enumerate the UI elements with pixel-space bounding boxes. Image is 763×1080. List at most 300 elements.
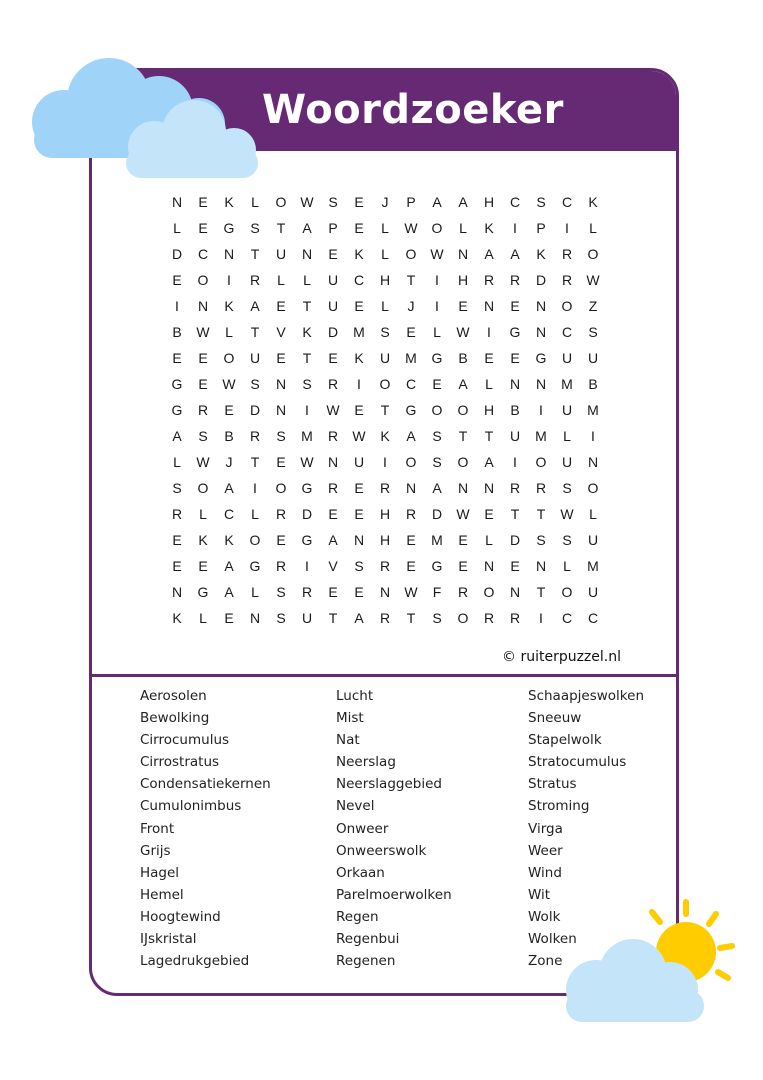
grid-cell: I: [175, 298, 179, 314]
grid-cell: H: [457, 272, 469, 288]
grid-cell: S: [588, 324, 598, 340]
grid-cell: L: [251, 506, 259, 522]
grid-cell: R: [483, 610, 495, 626]
grid-cell: S: [276, 584, 286, 600]
grid-cell: L: [303, 272, 311, 288]
grid-cell: M: [301, 428, 313, 444]
grid-cell: K: [224, 194, 234, 210]
grid-cell: O: [197, 480, 209, 496]
grid-cell: G: [535, 350, 547, 366]
grid-cell: T: [302, 298, 312, 314]
grid-cell: M: [535, 428, 547, 444]
word-list-item: Wit: [528, 886, 551, 903]
grid-cell: A: [302, 220, 312, 236]
grid-cell: W: [404, 220, 418, 236]
grid-cell: L: [589, 506, 597, 522]
word-list-item: Lucht: [336, 688, 374, 704]
grid-cell: I: [539, 402, 543, 418]
word-column-1: [140, 685, 336, 972]
word-list-item: Onweerswolk: [336, 842, 427, 859]
grid-cell: O: [431, 402, 443, 418]
grid-cell: O: [405, 246, 417, 262]
grid-cell: T: [276, 220, 286, 236]
grid-cell: N: [301, 246, 313, 262]
word-list-item: Zone: [528, 953, 563, 970]
grid-cell: A: [432, 194, 442, 210]
grid-cell: E: [198, 350, 208, 366]
grid-cell: N: [379, 584, 391, 600]
grid-cell: J: [225, 454, 233, 470]
grid-cell: V: [328, 558, 338, 574]
grid-cell: S: [536, 532, 546, 548]
word-list-item: Cumulonimbus: [140, 798, 242, 815]
grid-cell: U: [353, 454, 365, 470]
word-list-item: Wolken: [528, 931, 577, 948]
grid-cell: L: [589, 220, 597, 236]
grid-cell: I: [357, 376, 361, 392]
grid-cell: L: [563, 428, 571, 444]
grid-cell: U: [249, 350, 261, 366]
grid-cell: E: [354, 480, 364, 496]
grid-cell: A: [510, 246, 520, 262]
grid-cell: R: [379, 558, 391, 574]
grid-cell: U: [587, 584, 599, 600]
grid-cell: T: [302, 350, 312, 366]
grid-cell: E: [354, 506, 364, 522]
grid-cell: I: [591, 428, 595, 444]
grid-cell: R: [535, 480, 547, 496]
grid-cell: O: [223, 350, 235, 366]
grid-cell: F: [432, 584, 442, 600]
grid-cell: K: [302, 324, 312, 340]
grid-cell: C: [405, 376, 417, 392]
grid-cell: D: [535, 272, 547, 288]
credit-text: © ruiterpuzzel.nl: [502, 649, 621, 665]
grid-cell: E: [276, 532, 286, 548]
grid-cell: V: [276, 324, 286, 340]
grid-cell: E: [172, 350, 182, 366]
grid-cell: W: [352, 428, 366, 444]
word-list-item: Cirrostratus: [140, 754, 220, 771]
grid-cell: R: [301, 584, 313, 600]
grid-cell: E: [276, 350, 286, 366]
grid-cell: O: [561, 298, 573, 314]
grid-cell: P: [406, 194, 416, 210]
grid-cell: E: [510, 350, 520, 366]
grid-cell: O: [457, 402, 469, 418]
grid-cell: C: [223, 506, 235, 522]
grid-cell: E: [224, 402, 234, 418]
grid-cell: L: [485, 532, 493, 548]
grid-cell: O: [249, 532, 261, 548]
grid-cell: N: [535, 324, 547, 340]
grid-cell: I: [305, 402, 309, 418]
grid-cell: M: [587, 558, 599, 574]
grid-cell: O: [405, 454, 417, 470]
grid-cell: O: [561, 584, 573, 600]
word-list-item: Hagel: [140, 864, 180, 881]
word-list-item: Wolk: [528, 908, 561, 925]
grid-cell: W: [456, 506, 470, 522]
grid-cell: A: [484, 454, 494, 470]
word-list-item: Stroming: [528, 798, 590, 815]
grid-cell: E: [354, 584, 364, 600]
word-list-item: Virga: [528, 820, 563, 837]
grid-cell: W: [586, 272, 600, 288]
word-list-item: Mist: [336, 710, 364, 727]
grid-cell: K: [198, 532, 208, 548]
grid-cell: U: [275, 246, 287, 262]
word-list-item: Weer: [528, 842, 563, 859]
grid-cell: H: [379, 272, 391, 288]
grid-cell: L: [173, 454, 181, 470]
grid-cell: G: [405, 402, 417, 418]
grid-cell: W: [404, 584, 418, 600]
grid-cell: N: [483, 298, 495, 314]
grid-cell: W: [456, 324, 470, 340]
grid-cell: L: [199, 506, 207, 522]
grid-cell: I: [227, 272, 231, 288]
grid-cell: B: [588, 376, 598, 392]
grid-cell: G: [509, 324, 521, 340]
grid-cell: H: [379, 532, 391, 548]
grid-cell: G: [197, 584, 209, 600]
grid-cell: C: [587, 610, 599, 626]
grid-cell: H: [379, 506, 391, 522]
grid-cell: R: [509, 610, 521, 626]
grid-cell: R: [249, 272, 261, 288]
grid-cell: S: [328, 194, 338, 210]
grid-cell: J: [407, 298, 415, 314]
grid-cell: R: [561, 272, 573, 288]
grid-cell: D: [301, 506, 313, 522]
grid-cell: A: [224, 584, 234, 600]
grid-cell: R: [327, 428, 339, 444]
grid-cell: L: [459, 220, 467, 236]
word-list-item: Grijs: [140, 842, 171, 859]
grid-cell: E: [432, 376, 442, 392]
grid-cell: S: [562, 480, 572, 496]
grid-cell: W: [326, 402, 340, 418]
grid-cell: A: [328, 532, 338, 548]
grid-cell: R: [327, 480, 339, 496]
word-list-item: Front: [140, 820, 175, 837]
grid-cell: W: [430, 246, 444, 262]
grid-cell: G: [171, 376, 183, 392]
grid-cell: N: [405, 480, 417, 496]
grid-cell: S: [432, 454, 442, 470]
grid-cell: T: [458, 428, 468, 444]
grid-cell: L: [485, 376, 493, 392]
grid-cell: R: [249, 428, 261, 444]
grid-cell: D: [327, 324, 339, 340]
grid-cell: E: [458, 558, 468, 574]
grid-cell: S: [302, 376, 312, 392]
grid-cell: T: [536, 506, 546, 522]
grid-cell: E: [328, 350, 338, 366]
grid-cell: R: [171, 506, 183, 522]
grid-cell: R: [275, 506, 287, 522]
grid-cell: D: [249, 402, 261, 418]
grid-cell: R: [457, 584, 469, 600]
grid-cell: S: [380, 324, 390, 340]
grid-cell: N: [535, 298, 547, 314]
grid-cell: N: [457, 480, 469, 496]
grid-cell: N: [457, 246, 469, 262]
grid-cell: G: [301, 480, 313, 496]
grid-cell: L: [251, 194, 259, 210]
grid-cell: I: [539, 610, 543, 626]
grid-cell: L: [173, 220, 181, 236]
grid-cell: G: [223, 220, 235, 236]
grid-cell: Z: [588, 298, 598, 314]
grid-cell: T: [380, 402, 390, 418]
section-divider: [92, 674, 676, 677]
grid-cell: U: [379, 350, 391, 366]
grid-cell: J: [381, 194, 389, 210]
grid-cell: L: [381, 220, 389, 236]
grid-cell: I: [435, 272, 439, 288]
grid-cell: T: [406, 272, 416, 288]
grid-cell: E: [354, 402, 364, 418]
word-list-item: Neerslag: [336, 754, 396, 771]
grid-cell: A: [458, 376, 468, 392]
grid-cell: R: [509, 480, 521, 496]
grid-cell: S: [276, 610, 286, 626]
grid-cell: E: [198, 558, 208, 574]
grid-cell: L: [433, 324, 441, 340]
grid-cell: E: [510, 558, 520, 574]
grid-cell: T: [250, 246, 260, 262]
grid-cell: A: [224, 480, 234, 496]
grid-cell: M: [587, 402, 599, 418]
grid-cell: S: [536, 194, 546, 210]
grid-cell: S: [172, 480, 182, 496]
grid-cell: O: [275, 480, 287, 496]
grid-cell: I: [435, 298, 439, 314]
grid-cell: T: [406, 610, 416, 626]
grid-cell: L: [563, 558, 571, 574]
word-list-item: Lagedrukgebied: [140, 953, 250, 970]
grid-cell: A: [406, 428, 416, 444]
grid-cell: T: [250, 454, 260, 470]
grid-cell: E: [406, 558, 416, 574]
word-list-item: Schaapjeswolken: [528, 688, 645, 704]
grid-cell: C: [561, 194, 573, 210]
grid-cell: L: [277, 272, 285, 288]
grid-cell: L: [381, 298, 389, 314]
grid-cell: N: [197, 298, 209, 314]
grid-cell: W: [222, 376, 236, 392]
grid-cell: M: [561, 376, 573, 392]
word-list-item: Aerosolen: [140, 688, 207, 704]
grid-cell: N: [535, 558, 547, 574]
grid-cell: E: [406, 324, 416, 340]
grid-cell: B: [224, 428, 234, 444]
grid-cell: N: [509, 584, 521, 600]
grid-cell: R: [275, 558, 287, 574]
grid-cell: E: [458, 532, 468, 548]
grid-cell: K: [588, 194, 598, 210]
grid-cell: R: [509, 272, 521, 288]
grid-cell: E: [198, 376, 208, 392]
grid-cell: E: [328, 584, 338, 600]
grid-cell: K: [354, 350, 364, 366]
word-list-item: Neerslaggebied: [336, 776, 442, 793]
grid-cell: N: [275, 376, 287, 392]
grid-cell: W: [196, 454, 210, 470]
grid-cell: E: [354, 194, 364, 210]
grid-cell: S: [198, 428, 208, 444]
grid-cell: A: [250, 298, 260, 314]
grid-cell: N: [587, 454, 599, 470]
grid-cell: I: [565, 220, 569, 236]
word-list-item: Regenen: [336, 953, 396, 970]
grid-cell: L: [199, 610, 207, 626]
grid-cell: W: [300, 454, 314, 470]
grid-cell: S: [250, 376, 260, 392]
grid-cell: P: [536, 220, 546, 236]
grid-cell: T: [510, 506, 520, 522]
grid-cell: K: [224, 298, 234, 314]
grid-cell: M: [353, 324, 365, 340]
letter-grid: [164, 189, 606, 631]
grid-cell: E: [328, 246, 338, 262]
grid-cell: B: [172, 324, 182, 340]
grid-cell: N: [353, 532, 365, 548]
grid-cell: W: [196, 324, 210, 340]
grid-cell: R: [327, 376, 339, 392]
grid-cell: T: [250, 324, 260, 340]
word-list-item: Regen: [336, 908, 379, 925]
grid-cell: D: [171, 246, 183, 262]
grid-cell: N: [327, 454, 339, 470]
grid-cell: E: [484, 350, 494, 366]
grid-cell: K: [172, 610, 182, 626]
grid-cell: E: [406, 532, 416, 548]
word-list-item: Hoogtewind: [140, 908, 221, 925]
grid-cell: E: [224, 610, 234, 626]
grid-cell: I: [305, 558, 309, 574]
grid-cell: N: [249, 610, 261, 626]
grid-cell: T: [484, 428, 494, 444]
grid-cell: O: [457, 610, 469, 626]
grid-cell: S: [562, 532, 572, 548]
grid-cell: S: [354, 558, 364, 574]
grid-cell: D: [509, 532, 521, 548]
word-list-item: Hemel: [140, 886, 184, 903]
grid-cell: I: [383, 454, 387, 470]
grid-cell: U: [509, 428, 521, 444]
grid-cell: U: [327, 298, 339, 314]
page-title: Woordzoeker: [262, 87, 564, 133]
grid-cell: R: [197, 402, 209, 418]
grid-cell: A: [172, 428, 182, 444]
grid-cell: C: [561, 324, 573, 340]
grid-cell: H: [483, 194, 495, 210]
grid-cell: G: [301, 532, 313, 548]
grid-cell: N: [509, 376, 521, 392]
grid-cell: E: [172, 532, 182, 548]
grid-cell: E: [276, 298, 286, 314]
grid-cell: N: [171, 194, 183, 210]
grid-cell: U: [301, 610, 313, 626]
grid-cell: C: [353, 272, 365, 288]
puzzle-card: [89, 68, 679, 996]
word-list-item: Onweer: [336, 820, 389, 837]
word-list-item: IJskristal: [140, 931, 197, 948]
word-list-item: Parelmoerwolken: [336, 886, 452, 903]
word-list-item: Nevel: [336, 798, 375, 815]
grid-cell: T: [328, 610, 338, 626]
grid-cell: L: [381, 246, 389, 262]
word-list-item: Cirrocumulus: [140, 732, 230, 749]
grid-cell: G: [431, 558, 443, 574]
grid-cell: S: [276, 428, 286, 444]
grid-cell: U: [587, 532, 599, 548]
grid-cell: U: [327, 272, 339, 288]
cloud-icon: [558, 935, 708, 1030]
grid-cell: O: [483, 584, 495, 600]
grid-cell: N: [535, 376, 547, 392]
grid-cell: T: [536, 584, 546, 600]
grid-cell: S: [250, 220, 260, 236]
grid-cell: I: [513, 454, 517, 470]
grid-cell: O: [587, 480, 599, 496]
grid-cell: M: [431, 532, 443, 548]
grid-cell: G: [171, 402, 183, 418]
grid-cell: I: [487, 324, 491, 340]
grid-cell: E: [198, 220, 208, 236]
grid-cell: S: [432, 428, 442, 444]
word-list-item: Nat: [336, 732, 360, 749]
grid-cell: G: [431, 350, 443, 366]
grid-cell: E: [458, 298, 468, 314]
grid-cell: U: [561, 350, 573, 366]
cloud-icon: [14, 52, 264, 182]
grid-cell: E: [510, 298, 520, 314]
grid-cell: D: [431, 506, 443, 522]
grid-cell: G: [249, 558, 261, 574]
grid-cell: M: [405, 350, 417, 366]
grid-cell: K: [536, 246, 546, 262]
grid-cell: H: [483, 402, 495, 418]
grid-cell: L: [251, 584, 259, 600]
grid-cell: C: [197, 246, 209, 262]
grid-cell: K: [354, 246, 364, 262]
grid-cell: R: [561, 246, 573, 262]
grid-cell: O: [197, 272, 209, 288]
grid-cell: R: [483, 272, 495, 288]
grid-cell: A: [354, 610, 364, 626]
grid-cell: N: [483, 558, 495, 574]
grid-cell: U: [587, 350, 599, 366]
grid-cell: B: [510, 402, 520, 418]
grid-cell: W: [560, 506, 574, 522]
grid-cell: O: [275, 194, 287, 210]
grid-cell: E: [484, 506, 494, 522]
grid-cell: S: [432, 610, 442, 626]
word-list-item: Wind: [528, 864, 562, 881]
grid-cell: P: [328, 220, 338, 236]
grid-cell: R: [379, 610, 391, 626]
grid-cell: R: [379, 480, 391, 496]
grid-cell: E: [354, 220, 364, 236]
word-list-item: Sneeuw: [528, 710, 582, 727]
word-column-2: [336, 685, 528, 972]
grid-cell: A: [224, 558, 234, 574]
grid-cell: R: [405, 506, 417, 522]
